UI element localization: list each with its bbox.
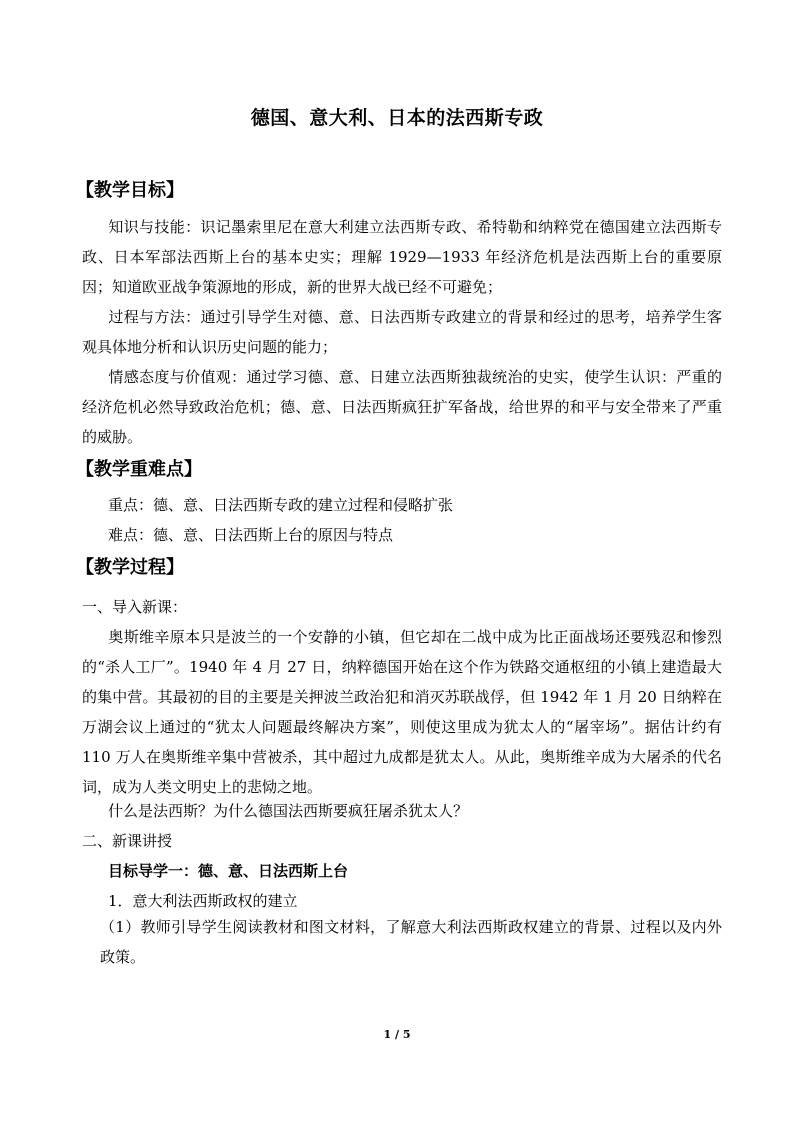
intro-question: 什么是法西斯？为什么德国法西斯要疯狂屠杀犹太人？: [108, 802, 469, 820]
italy-step1-paragraph: [100, 912, 722, 972]
italy-step1-text: （1）教师引导学生阅读教材和图文材料，了解意大利法西斯政权建立的背景、过程以及内外政策。: [100, 918, 722, 966]
difficult-point: 难点：德、意、日法西斯上台的原因与特点: [108, 526, 394, 544]
goal-knowledge-text: 知识与技能：识记墨索里尼在意大利建立法西斯专政、希特勒和纳粹党在德国建立法西斯专政、日本军部法西斯上台的基本史实；理解 1929—1933 年经济危机是法西斯上台的重要原因；知道欧亚战争策源地的形成，新的世界大战已经不可避免；: [82, 218, 722, 296]
key-difficult-heading: 【教学重难点】: [76, 459, 202, 480]
page-title: 德国、意大利、日本的法西斯专政: [250, 107, 544, 129]
process-heading: 【教学过程】: [76, 557, 184, 578]
italy-heading: 1．意大利法西斯政权的建立: [108, 892, 298, 910]
intro-text: 奥斯维辛原本只是波兰的一个安静的小镇，但它却在二战中成为比正面战场还要残忍和惨烈的“杀人工厂”。1940 年 4 月 27 日，纳粹德国开始在这个作为铁路交通枢纽的小镇上建造最大的集中营。其最初的目的主要是关押波兰政治犯和消灭苏联战俘，但 1942 年 1 月 20 日纳粹在万湖会议上通过的“犹太人问题最终解决方案”，则使这里成为犹太人的“屠宰场”。据估计约有 110 万人在奥斯维辛集中营被杀，其中超过九成都是犹太人。从此，奥斯维辛成为大屠杀的代名词，成为人类文明史上的悲恸之地。: [82, 628, 722, 796]
goal-emotion-paragraph: [82, 362, 722, 452]
goal-knowledge-paragraph: [82, 212, 722, 302]
goal-guide-heading: 目标导学一：德、意、日法西斯上台: [108, 862, 349, 880]
key-point: 重点：德、意、日法西斯专政的建立过程和侵略扩张: [108, 496, 454, 514]
goal-emotion-text: 情感态度与价值观：通过学习德、意、日建立法西斯独裁统治的史实，使学生认识：严重的经济危机必然导致政治危机；德、意、日法西斯疯狂扩军备战，给世界的和平与安全带来了严重的威胁。: [82, 368, 722, 446]
goal-process-text: 过程与方法：通过引导学生对德、意、日法西斯专政建立的背景和经过的思考，培养学生客观具体地分析和认识历史问题的能力；: [82, 308, 722, 356]
intro-paragraph: [82, 622, 722, 802]
new-lesson-label: 二、新课讲授: [82, 832, 173, 850]
goals-heading: 【教学目标】: [76, 180, 184, 201]
intro-label: 一、导入新课：: [82, 598, 188, 616]
goal-process-paragraph: [82, 302, 722, 362]
page-number: 1 / 5: [383, 1028, 411, 1041]
